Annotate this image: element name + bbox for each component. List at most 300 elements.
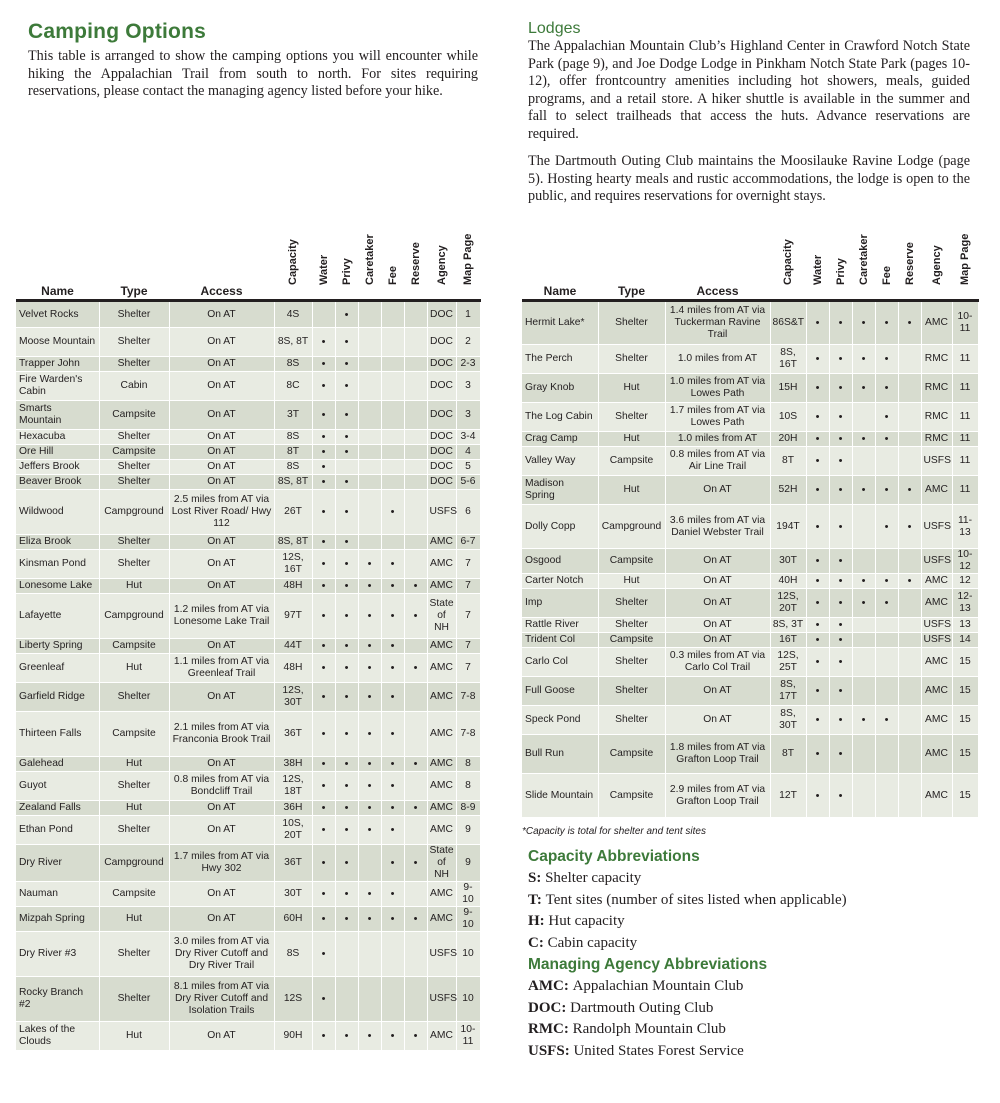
cell-access: 2.1 miles from AT via Franconia Brook Trail: [169, 712, 274, 757]
cell-access: On AT: [169, 475, 274, 490]
cell-privy: •: [829, 774, 852, 818]
cell-capacity: 20H: [770, 432, 806, 447]
table-row: [16, 907, 480, 932]
cell-agency: AMC: [427, 757, 456, 772]
cell-caretaker: •: [852, 574, 875, 589]
cell-page: 15: [952, 706, 978, 735]
cell-water: •: [312, 801, 335, 816]
cell-fee: [875, 447, 898, 476]
cell-water: •: [312, 357, 335, 372]
cell-access: On AT: [665, 633, 770, 648]
table-row: [522, 574, 978, 589]
cell-capacity: 30T: [770, 549, 806, 574]
cell-type: Shelter: [598, 648, 665, 677]
cell-reserve: [404, 328, 427, 357]
cell-type: Campground: [99, 845, 169, 882]
cell-type: Campsite: [99, 401, 169, 430]
lodges-title: Lodges: [528, 20, 581, 37]
capacity-abbreviations-list: [528, 868, 968, 954]
cell-agency: AMC: [921, 301, 952, 345]
cell-caretaker: •: [358, 757, 381, 772]
cell-capacity: 15H: [770, 374, 806, 403]
cell-caretaker: [852, 505, 875, 549]
cell-type: Shelter: [99, 816, 169, 845]
cell-capacity: 8S, 8T: [274, 475, 312, 490]
header-name: Name: [16, 240, 99, 301]
cell-agency: AMC: [427, 579, 456, 594]
cell-page: 7: [456, 579, 480, 594]
cell-fee: •: [381, 907, 404, 932]
cell-water: •: [312, 757, 335, 772]
cell-access: 1.0 miles from AT: [665, 432, 770, 447]
cell-name: The Perch: [522, 345, 598, 374]
table-row: [522, 345, 978, 374]
cell-page: 4: [456, 445, 480, 460]
cell-water: •: [806, 403, 829, 432]
cell-privy: •: [829, 618, 852, 633]
cell-capacity: 36T: [274, 845, 312, 882]
cell-water: •: [312, 594, 335, 639]
cell-page: 3: [456, 372, 480, 401]
cell-reserve: •: [404, 654, 427, 683]
cell-water: •: [312, 1022, 335, 1051]
cell-fee: •: [875, 301, 898, 345]
cell-agency: USFS: [921, 618, 952, 633]
cell-page: 11: [952, 345, 978, 374]
cell-name: Jeffers Brook: [16, 460, 99, 475]
cell-fee: [381, 460, 404, 475]
cell-caretaker: [358, 535, 381, 550]
cell-page: 8-9: [456, 801, 480, 816]
table-row: [16, 445, 480, 460]
table-row: [522, 403, 978, 432]
cell-privy: •: [829, 505, 852, 549]
cell-fee: [381, 357, 404, 372]
cell-fee: [381, 430, 404, 445]
cell-water: •: [806, 301, 829, 345]
header-water: Water: [312, 240, 335, 301]
cell-privy: •: [829, 677, 852, 706]
cell-fee: •: [381, 712, 404, 757]
cell-capacity: 36H: [274, 801, 312, 816]
cell-access: On AT: [169, 757, 274, 772]
cell-capacity: 90H: [274, 1022, 312, 1051]
cell-access: 0.3 miles from AT via Carlo Col Trail: [665, 648, 770, 677]
table-row: [16, 639, 480, 654]
cell-type: Shelter: [99, 683, 169, 712]
cell-privy: •: [335, 550, 358, 579]
cell-type: Cabin: [99, 372, 169, 401]
cell-capacity: 8C: [274, 372, 312, 401]
cell-fee: •: [875, 706, 898, 735]
cell-capacity: 16T: [770, 633, 806, 648]
cell-name: Kinsman Pond: [16, 550, 99, 579]
cell-page: 11-13: [952, 505, 978, 549]
cell-type: Shelter: [598, 706, 665, 735]
cell-privy: •: [335, 683, 358, 712]
cell-type: Shelter: [598, 403, 665, 432]
cell-type: Campsite: [598, 774, 665, 818]
cell-water: •: [312, 328, 335, 357]
cell-type: Shelter: [598, 345, 665, 374]
cell-privy: •: [335, 907, 358, 932]
abbreviation-item: S: Shelter capacity: [528, 870, 642, 886]
cell-agency: AMC: [921, 648, 952, 677]
cell-page: 15: [952, 774, 978, 818]
cell-privy: •: [335, 801, 358, 816]
cell-privy: •: [335, 712, 358, 757]
cell-agency: State of NH: [427, 845, 456, 882]
table-row: [16, 475, 480, 490]
cell-access: On AT: [169, 445, 274, 460]
cell-capacity: 48H: [274, 579, 312, 594]
cell-access: 1.2 miles from AT via Lonesome Lake Trail: [169, 594, 274, 639]
cell-privy: •: [335, 654, 358, 683]
header-agency: Agency: [427, 240, 456, 301]
cell-water: •: [312, 579, 335, 594]
cell-type: Campsite: [598, 633, 665, 648]
cell-water: •: [806, 706, 829, 735]
cell-type: Campsite: [99, 639, 169, 654]
cell-water: •: [806, 476, 829, 505]
table-row: [522, 648, 978, 677]
cell-reserve: [898, 403, 921, 432]
abbreviation-key: RMC: [528, 1021, 564, 1037]
table-row: [522, 633, 978, 648]
cell-name: Rocky Branch #2: [16, 977, 99, 1022]
cell-privy: •: [335, 772, 358, 801]
cell-fee: [381, 401, 404, 430]
cell-capacity: 12S, 30T: [274, 683, 312, 712]
cell-caretaker: [852, 549, 875, 574]
table-row: [16, 401, 480, 430]
cell-capacity: 40H: [770, 574, 806, 589]
cell-page: 11: [952, 476, 978, 505]
cell-type: Hut: [598, 432, 665, 447]
cell-caretaker: •: [358, 907, 381, 932]
cell-access: On AT: [169, 460, 274, 475]
abbreviation-item: DOC: Dartmouth Outing Club: [528, 999, 714, 1016]
cell-type: Campsite: [99, 445, 169, 460]
cell-reserve: [898, 374, 921, 403]
cell-reserve: [404, 430, 427, 445]
cell-fee: •: [875, 476, 898, 505]
cell-name: Velvet Rocks: [16, 301, 99, 328]
cell-caretaker: [358, 977, 381, 1022]
cell-reserve: [404, 932, 427, 977]
table-row: [16, 430, 480, 445]
cell-agency: AMC: [921, 574, 952, 589]
cell-caretaker: •: [358, 801, 381, 816]
cell-reserve: •: [898, 476, 921, 505]
table-row: [16, 683, 480, 712]
table-row: [16, 301, 480, 328]
cell-name: Greenleaf: [16, 654, 99, 683]
cell-fee: •: [381, 757, 404, 772]
cell-water: •: [806, 447, 829, 476]
header-map-page: Map Page: [952, 240, 978, 301]
cell-agency: AMC: [427, 801, 456, 816]
cell-page: 7: [456, 550, 480, 579]
header-name: Name: [522, 240, 598, 301]
cell-fee: [875, 677, 898, 706]
abbreviation-item: AMC: Appalachian Mountain Club: [528, 978, 744, 994]
cell-caretaker: •: [358, 639, 381, 654]
cell-name: Gray Knob: [522, 374, 598, 403]
cell-caretaker: [358, 845, 381, 882]
cell-fee: [381, 932, 404, 977]
cell-page: 1: [456, 301, 480, 328]
cell-access: 1.8 miles from AT via Grafton Loop Trail: [665, 735, 770, 774]
cell-fee: •: [381, 594, 404, 639]
cell-name: Bull Run: [522, 735, 598, 774]
cell-page: 10-11: [952, 301, 978, 345]
cell-name: Ethan Pond: [16, 816, 99, 845]
cell-name: Fire Warden's Cabin: [16, 372, 99, 401]
header-type: Type: [598, 240, 665, 301]
cell-water: •: [312, 683, 335, 712]
cell-agency: USFS: [921, 549, 952, 574]
cell-capacity: 8T: [770, 447, 806, 476]
cell-caretaker: •: [852, 374, 875, 403]
cell-reserve: [404, 816, 427, 845]
cell-fee: •: [381, 772, 404, 801]
table-row: [522, 301, 978, 345]
cell-name: Mizpah Spring: [16, 907, 99, 932]
cell-type: Shelter: [99, 430, 169, 445]
header-access: Access: [665, 240, 770, 301]
cell-name: Full Goose: [522, 677, 598, 706]
cell-water: •: [312, 475, 335, 490]
cell-fee: [381, 301, 404, 328]
cell-capacity: 8S, 8T: [274, 535, 312, 550]
cell-type: Shelter: [99, 772, 169, 801]
cell-type: Campground: [598, 505, 665, 549]
cell-reserve: [404, 977, 427, 1022]
cell-capacity: 8S: [274, 430, 312, 445]
cell-fee: [875, 633, 898, 648]
cell-water: •: [312, 654, 335, 683]
cell-privy: •: [335, 372, 358, 401]
cell-reserve: [404, 639, 427, 654]
cell-caretaker: •: [358, 683, 381, 712]
camping-options-title: Camping Options: [28, 20, 206, 43]
cell-reserve: •: [404, 801, 427, 816]
cell-agency: RMC: [921, 374, 952, 403]
cell-type: Campsite: [99, 712, 169, 757]
cell-water: •: [312, 816, 335, 845]
cell-reserve: [898, 549, 921, 574]
cell-access: On AT: [169, 401, 274, 430]
cell-fee: •: [875, 589, 898, 618]
cell-privy: •: [335, 490, 358, 535]
cell-reserve: •: [404, 579, 427, 594]
cell-capacity: 8S, 17T: [770, 677, 806, 706]
cell-access: On AT: [665, 618, 770, 633]
cell-access: 1.0 miles from AT via Lowes Path: [665, 374, 770, 403]
cell-capacity: 38H: [274, 757, 312, 772]
cell-caretaker: [852, 403, 875, 432]
cell-water: •: [806, 618, 829, 633]
cell-caretaker: •: [852, 345, 875, 374]
cell-page: 2: [456, 328, 480, 357]
table-row: [16, 328, 480, 357]
cell-type: Shelter: [598, 677, 665, 706]
cell-capacity: 8T: [770, 735, 806, 774]
cell-reserve: [404, 357, 427, 372]
table-row: [522, 549, 978, 574]
cell-agency: USFS: [921, 633, 952, 648]
cell-agency: AMC: [921, 774, 952, 818]
cell-page: 9: [456, 816, 480, 845]
cell-water: •: [312, 372, 335, 401]
cell-type: Hut: [598, 476, 665, 505]
cell-type: Shelter: [99, 357, 169, 372]
cell-privy: •: [829, 447, 852, 476]
cell-name: Ore Hill: [16, 445, 99, 460]
cell-caretaker: •: [852, 301, 875, 345]
cell-reserve: •: [404, 757, 427, 772]
cell-fee: •: [381, 579, 404, 594]
cell-agency: AMC: [921, 589, 952, 618]
table-row: [522, 677, 978, 706]
cell-caretaker: [358, 328, 381, 357]
table-row: [16, 845, 480, 882]
agency-abbreviations-title: Managing Agency Abbreviations: [528, 956, 768, 973]
cell-agency: USFS: [921, 505, 952, 549]
cell-name: Dry River: [16, 845, 99, 882]
cell-water: •: [312, 490, 335, 535]
cell-fee: •: [381, 550, 404, 579]
cell-reserve: [404, 475, 427, 490]
cell-water: •: [312, 932, 335, 977]
header-map-page: Map Page: [456, 240, 480, 301]
cell-name: Carlo Col: [522, 648, 598, 677]
cell-agency: RMC: [921, 345, 952, 374]
cell-capacity: 8T: [274, 445, 312, 460]
cell-fee: •: [381, 639, 404, 654]
cell-capacity: 60H: [274, 907, 312, 932]
cell-water: •: [806, 633, 829, 648]
cell-caretaker: •: [852, 476, 875, 505]
cell-fee: •: [381, 683, 404, 712]
cell-reserve: •: [898, 505, 921, 549]
abbreviation-description: Cabin capacity: [547, 934, 638, 951]
cell-privy: •: [829, 432, 852, 447]
cell-access: On AT: [169, 357, 274, 372]
cell-page: 7-8: [456, 683, 480, 712]
cell-page: 11: [952, 374, 978, 403]
table-row: [16, 977, 480, 1022]
table-row: [522, 735, 978, 774]
table-row: [16, 712, 480, 757]
table-header-row: [522, 240, 978, 301]
cell-agency: DOC: [427, 460, 456, 475]
cell-type: Campsite: [598, 735, 665, 774]
cell-page: 6: [456, 490, 480, 535]
cell-type: Shelter: [99, 977, 169, 1022]
cell-access: On AT: [169, 907, 274, 932]
cell-fee: [875, 735, 898, 774]
cell-page: 14: [952, 633, 978, 648]
cell-name: Speck Pond: [522, 706, 598, 735]
table-row: [522, 774, 978, 818]
cell-capacity: 86S&T: [770, 301, 806, 345]
cell-page: 7: [456, 639, 480, 654]
cell-fee: [381, 328, 404, 357]
cell-reserve: •: [404, 845, 427, 882]
cell-agency: RMC: [921, 403, 952, 432]
cell-name: Imp: [522, 589, 598, 618]
cell-reserve: [404, 550, 427, 579]
cell-type: Hut: [598, 574, 665, 589]
cell-caretaker: [852, 735, 875, 774]
table-row: [522, 618, 978, 633]
cell-capacity: 30T: [274, 882, 312, 907]
cell-caretaker: •: [358, 654, 381, 683]
cell-fee: •: [381, 882, 404, 907]
cell-type: Campsite: [598, 447, 665, 476]
cell-agency: AMC: [427, 535, 456, 550]
cell-fee: •: [875, 432, 898, 447]
cell-water: •: [806, 589, 829, 618]
cell-capacity: 8S, 8T: [274, 328, 312, 357]
cell-access: On AT: [169, 882, 274, 907]
cell-fee: •: [875, 574, 898, 589]
cell-caretaker: •: [358, 579, 381, 594]
cell-agency: USFS: [427, 490, 456, 535]
cell-privy: •: [335, 594, 358, 639]
abbreviation-description: Randolph Mountain Club: [572, 1021, 726, 1037]
cell-type: Shelter: [598, 618, 665, 633]
cell-privy: •: [335, 357, 358, 372]
cell-caretaker: •: [358, 816, 381, 845]
cell-name: Carter Notch: [522, 574, 598, 589]
cell-caretaker: [358, 357, 381, 372]
cell-page: 3: [456, 401, 480, 430]
cell-privy: •: [335, 639, 358, 654]
cell-agency: AMC: [427, 683, 456, 712]
cell-type: Shelter: [99, 535, 169, 550]
cell-agency: USFS: [427, 932, 456, 977]
cell-water: •: [312, 550, 335, 579]
abbreviation-item: RMC: Randolph Mountain Club: [528, 1021, 726, 1037]
cell-caretaker: •: [852, 432, 875, 447]
cell-agency: USFS: [427, 977, 456, 1022]
cell-capacity: 8S: [274, 460, 312, 475]
cell-privy: •: [829, 403, 852, 432]
cell-access: On AT: [169, 1022, 274, 1051]
cell-fee: •: [381, 845, 404, 882]
cell-agency: AMC: [427, 550, 456, 579]
cell-fee: [875, 648, 898, 677]
cell-fee: [381, 475, 404, 490]
header-privy: Privy: [335, 240, 358, 301]
abbreviation-description: Shelter capacity: [545, 870, 642, 886]
cell-type: Shelter: [598, 589, 665, 618]
cell-page: 15: [952, 735, 978, 774]
cell-access: On AT: [665, 574, 770, 589]
cell-water: •: [312, 772, 335, 801]
cell-water: •: [806, 574, 829, 589]
cell-name: Osgood: [522, 549, 598, 574]
table-row: [522, 589, 978, 618]
cell-privy: •: [335, 401, 358, 430]
cell-privy: •: [335, 430, 358, 445]
table-row: [16, 357, 480, 372]
cell-type: Hut: [99, 801, 169, 816]
cell-page: 10: [456, 977, 480, 1022]
